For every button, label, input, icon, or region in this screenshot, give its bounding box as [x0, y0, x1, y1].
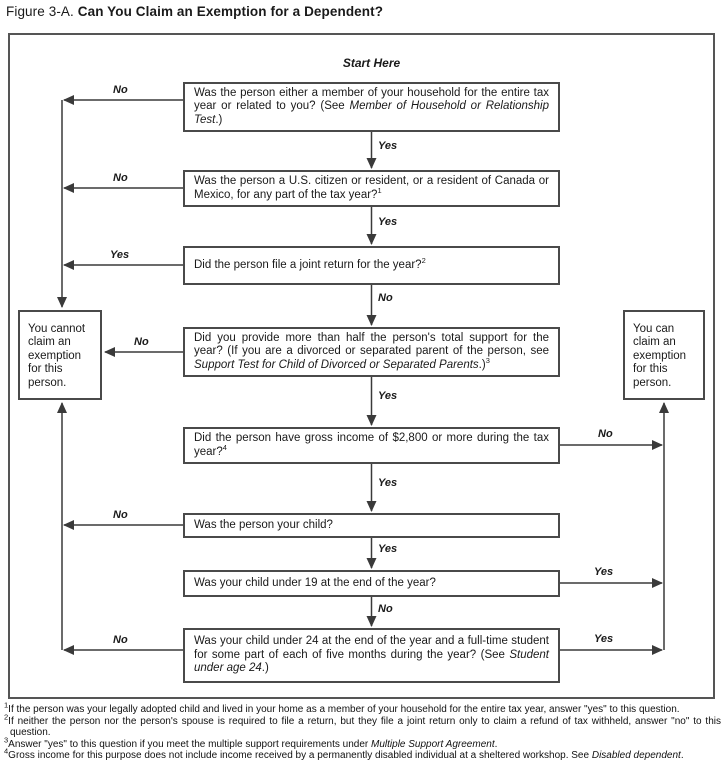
question-box-household — [183, 82, 560, 132]
question-text: Was the person your child? — [194, 518, 333, 531]
edge-label-yes: Yes — [594, 566, 614, 578]
footnote-2: $^2$If neither the person nor the person's spouse is required to file a return, but they file a joint return only to claim a refund of tax withheld, answer "no" to this question. — [4, 712, 721, 739]
question-box-gross-income — [183, 427, 560, 464]
edge-label-no: No — [113, 84, 128, 96]
page-title — [6, 4, 383, 19]
outcome-text: You cannot claim an exemption for this person. — [28, 323, 86, 389]
question-text: Was your child under 24 at the end of the year and a full-time student for some part of each of five months during the year? (See Student under age 24.) — [194, 635, 549, 675]
question-text: Was your child under 19 at the end of the year? — [194, 576, 436, 589]
question-box-support — [183, 327, 560, 377]
edge-label-no: No — [113, 509, 128, 521]
question-text: Was the person either a member of your household for the entire tax year or related to you? (See Member of Household or Relationship Test.) — [194, 86, 550, 126]
outcome-box-can-claim — [623, 310, 705, 400]
outcome-box-cannot-claim — [18, 310, 102, 400]
question-text: Did you provide more than half the person's total support for the year? (If you are a divorced or separated parent of the person, see Support Test for Child of Divorced or Separated Parents.)$^3$ — [194, 331, 549, 371]
edge-label-yes: Yes — [378, 140, 398, 152]
footnote-3: $^3$Answer "yes" to this question if you meet the multiple support requirements under Multiple Support Agreement. — [4, 735, 498, 750]
edge-label-no: No — [378, 603, 393, 615]
edge-label-yes: Yes — [378, 543, 398, 555]
edge-label-no: No — [134, 336, 149, 348]
question-box-under-24-student — [183, 628, 560, 683]
question-text: Was the person a U.S. citizen or resident, or a resident of Canada or Mexico, for any part of the tax year?$^1$ — [194, 175, 549, 201]
footnote-1: $^1$If the person was your legally adopted child and lived in your home as a member of your household for the entire tax year, answer "yes" to this question. — [4, 700, 680, 715]
question-box-your-child — [183, 513, 560, 538]
question-text: Did the person have gross income of $2,800 or more during the tax year?$^4$ — [194, 432, 549, 458]
figure-title: Can You Claim an Exemption for a Dependent? — [77, 4, 384, 19]
edge-label-no: No — [598, 428, 613, 440]
edge-label-yes: Yes — [378, 216, 398, 228]
edge-label-yes: Yes — [378, 390, 398, 402]
edge-label-yes: Yes — [110, 249, 130, 261]
question-text: Did the person file a joint return for the year?$^2$ — [194, 255, 426, 271]
figure-number: Figure 3-A. — [6, 4, 74, 19]
question-box-under-19 — [183, 570, 560, 597]
question-box-joint-return — [183, 246, 560, 285]
start-here-label: Start Here — [342, 56, 401, 70]
edge-label-no: No — [378, 292, 393, 304]
edge-label-no: No — [113, 172, 128, 184]
outcome-text: You can claim an exemption for this person. — [633, 323, 687, 389]
edge-label-yes: Yes — [378, 477, 398, 489]
edge-label-yes: Yes — [594, 633, 614, 645]
edge-label-no: No — [113, 634, 128, 646]
footnote-4: $^4$Gross income for this purpose does not include income received by a permanently disabled individual at a sheltered workshop. See Disabled dependent. — [4, 747, 684, 762]
question-box-citizen — [183, 170, 560, 207]
footnotes — [4, 700, 721, 762]
